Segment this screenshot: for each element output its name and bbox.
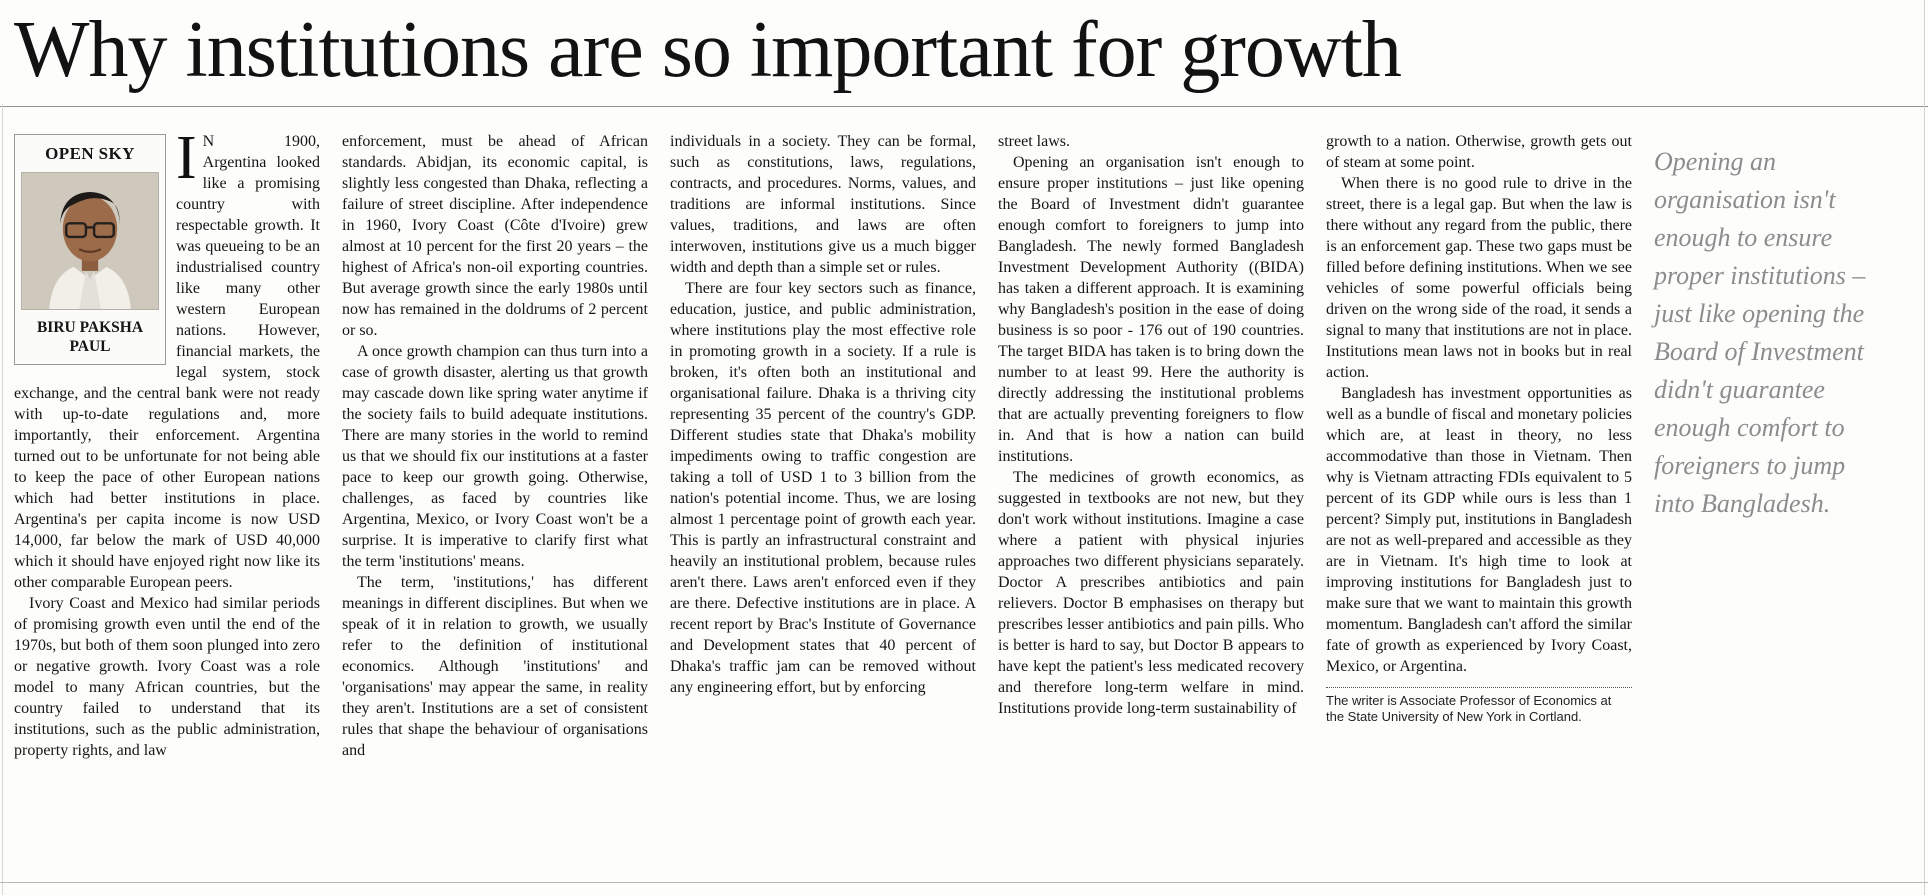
masthead bbox=[0, 0, 1928, 107]
article-column-1 bbox=[14, 124, 320, 761]
article-column-2 bbox=[342, 131, 648, 761]
article-paragraph: When there is no good rule to drive in the street, there is a legal gap. But when the law is there without any regard from the public, there is an enforcement gap. These two gaps must be filled before defining institutions. When we see vehicles of some powerful officials being driven on the wrong side of the road, it sends a signal to many that institutions are not in place. Institutions mean laws not in books but in real action. bbox=[1326, 175, 1632, 381]
article-paragraph: Ivory Coast and Mexico had similar periods of promising growth even until the end of the 1970s, but both of them soon plunged into zero or negative growth. Ivory Coast was a role model to many African countries, but the country failed to understand that its institutions, such as the public administration, property rights, and law bbox=[14, 595, 320, 759]
article-column-4 bbox=[998, 131, 1304, 719]
article-paragraph: enforcement, must be ahead of African standards. Abidjan, its economic capital, is slightly less congested than Dhaka, reflecting a failure of street discipline. After independence in 1960, Ivory Coast (Côte d'Ivoire) grew almost at 10 percent for the first 20 years – the highest of Africa's non-oil exporting countries. But average growth since the early 1980s until now has remained in the doldrums of 2 percent or so. bbox=[342, 133, 648, 339]
article-paragraph: individuals in a society. They can be formal, such as constitutions, laws, regulations, contracts, and procedures. Norms, values, and traditions are informal institutions. Since values, traditions, and laws are often interwoven, institutions give us a much bigger width and depth than a simple set or rules. bbox=[670, 133, 976, 276]
article-paragraph: street laws. bbox=[998, 133, 1070, 150]
article-paragraph: A once growth champion can thus turn into a case of growth disaster, alerting us that growth may cascade down like spring water anytime if the society fails to build adequate institutions. There are many stories in the world to remind us that we should fix our institutions at a faster pace to keep our growth going. Otherwise, challenges, as faced by countries like Argentina, Mexico, or Ivory Coast won't be a surprise. It is imperative to clarify first what the term 'institutions' means. bbox=[342, 343, 648, 570]
pull-quote: Opening an organisation isn't enough to ensure proper institutions – just like opening the Board of Investment didn't guarantee enough comfort to foreigners to jump into Bangladesh. bbox=[1654, 147, 1866, 518]
article-paragraph: The term, 'institutions,' has different meanings in different disciplines. But when we speak of it in relation to growth, we usually refer to the definition of institutional economics. Although 'institutions' and 'organisations' may appear the same, in reality they aren't. Institutions are a set of consistent rules that shape the behaviour of organisations and bbox=[342, 574, 648, 759]
pull-quote-column bbox=[1654, 131, 1884, 523]
author-photo bbox=[21, 172, 159, 310]
author-box bbox=[14, 134, 166, 365]
article-paragraph: growth to a nation. Otherwise, growth gets out of steam at some point. bbox=[1326, 133, 1632, 171]
right-edge-rule bbox=[1924, 0, 1925, 895]
column-kicker: OPEN SKY bbox=[45, 144, 135, 163]
article-paragraph: Bangladesh has investment opportunities as well as a bundle of fiscal and monetary policies which are, at least in theory, no less accommodative than those in Vietnam. Then why is Vietnam attracting FDIs equivalent to 5 percent of its GDP while ours is less than 1 percent? Simply put, institutions in Bangladesh are not as well-prepared and accessible as they are in Vietnam. It's high time to look at improving institutions for Bangladesh just to make sure that we want to maintain this growth momentum. Bangladesh can't afford the similar fate of growth as experienced by Ivory Coast, Mexico, or Argentina. bbox=[1326, 385, 1632, 675]
paragraph-text: N 1900, Argentina looked like a promising country with respectable growth. It was queueing to be an industrialised country like many other western European nations. However, financial markets, the legal system, stock exchange, and the central bank were not ready with up-to-date regulations and, more importantly, their enforcement. Argentina turned out to be unfortunate for not being able to keep the pace of other European nations which had better institutions in place. Argentina's per capita income is now USD 14,000, far below the mark of USD 40,000 which it should have enjoyed right now like its other comparable European peers. bbox=[14, 133, 320, 591]
article-paragraph: The medicines of growth economics, as suggested in textbooks are not new, but they don't work without institutions. Imagine a case where a patient with physical injuries approaches two different physicians separately. Doctor A prescribes antibiotics and pain relievers. Doctor B emphasises on therapy but prescribes lesser antibiotics and pain pills. Who is better is hard to say, but Doctor B appears to have kept the patient's less medicated recovery and therefore long-term welfare in mind. Institutions provide long-term sustainability of bbox=[998, 469, 1304, 717]
article-body bbox=[0, 107, 1928, 761]
article-paragraph: Opening an organisation isn't enough to ensure proper institutions – just like opening the Board of Investment didn't guarantee enough comfort to foreigners to jump into Bangladesh. The newly formed Bangladesh Investment Development Authority ((BIDA) has taken a different approach. It is examining why Bangladesh's position in the ease of doing business is so poor - 176 out of 190 countries. The target BIDA has taken is to bring down the number to at least 99. Here the authority is directly addressing the institutional problems that are actually preventing foreigners to flow in. And that is how a nation can build institutions. bbox=[998, 154, 1304, 465]
drop-cap: I bbox=[176, 124, 197, 192]
writer-credit: The writer is Associate Professor of Economics at the State University of New York in Cortland. bbox=[1326, 687, 1632, 725]
bottom-edge-rule bbox=[0, 882, 1928, 883]
author-name: BIRU PAKSHA PAUL bbox=[36, 319, 144, 355]
headline: Why institutions are so important for growth bbox=[14, 6, 1401, 94]
article-column-3 bbox=[670, 131, 976, 698]
article-column-5 bbox=[1326, 131, 1632, 725]
left-edge-rule bbox=[2, 104, 3, 895]
author-photo-illustration bbox=[22, 173, 158, 309]
article-paragraph: There are four key sectors such as finance, education, justice, and public administration, where institutions play the most effective role in promoting growth in a society. If a rule is broken, it's often both an institutional and organisational failure. Dhaka is a thriving city representing 35 percent of the country's GDP. Different studies state that Dhaka's mobility impediments owing to traffic congestion are taking a toll of USD 1 to 3 billion from the nation's potential income. Thus, we are losing almost 1 percentage point of growth each year. This is partly an infrastructural constraint and heavily an institutional problem, because rules aren't there. Laws aren't enforced even if they are there. Defective institutions are in place. A recent report by Brac's Institute of Governance and Development states that 40 percent of Dhaka's traffic jam can be removed without any engineering effort, but by enforcing bbox=[670, 280, 976, 696]
